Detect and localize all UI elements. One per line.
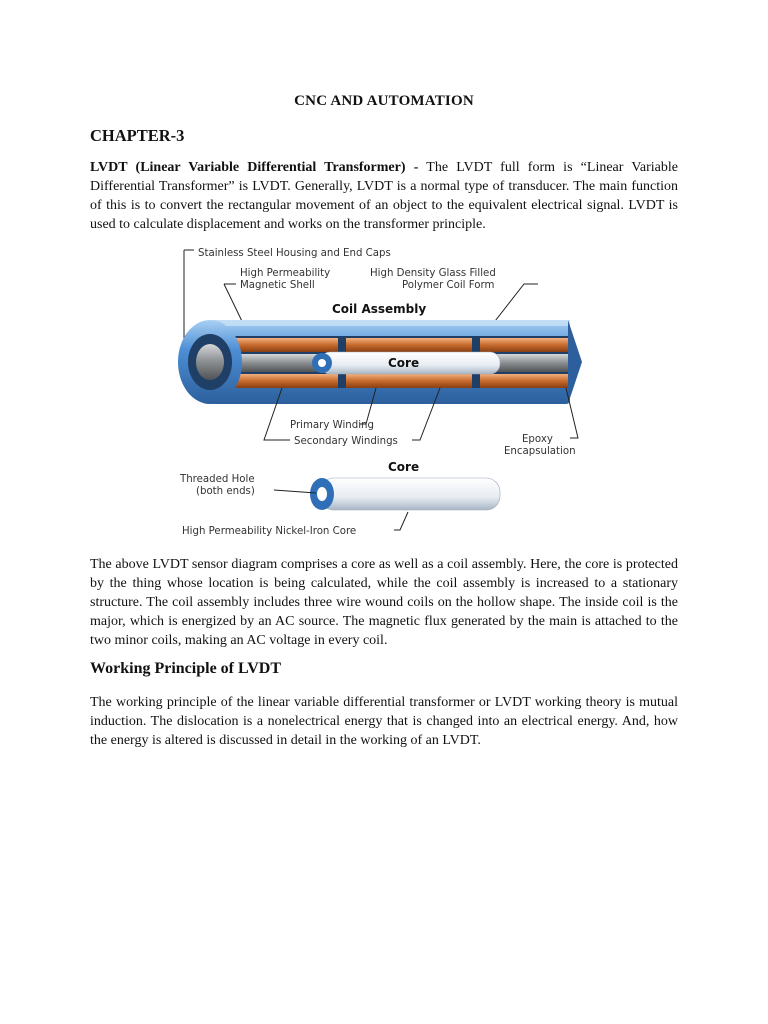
intro-text: The LVDT full form is “Linear Variable Differential Transformer” is LVDT. Generally, LVDT is a normal type of transducer. The main function of this is to convert the rectangular movement of an object to the equivalent electrical signal. LVDT is used to calculate displacement and works on the transformer principle. <box>90 160 678 232</box>
end-cap-bore <box>196 344 224 380</box>
inner-core-hole <box>318 359 326 367</box>
core-detail-hole <box>317 487 327 501</box>
epoxy-leader <box>566 388 578 438</box>
epoxy-label-2: Encapsulation <box>504 446 576 457</box>
lvdt-diagram <box>170 236 590 536</box>
document-title: CNC AND AUTOMATION <box>294 93 474 109</box>
housing-label: Stainless Steel Housing and End Caps <box>198 248 391 259</box>
epoxy-label-1: Epoxy <box>522 434 553 445</box>
secondary-label: Secondary Windings <box>294 436 398 447</box>
core-detail-title: Core <box>388 460 420 474</box>
threaded-leader <box>274 490 316 493</box>
primary-label: Primary Winding <box>290 420 374 431</box>
section-heading: Working Principle of LVDT <box>90 660 281 677</box>
working-principle-paragraph: The working principle of the linear variable differential transformer or LVDT working theory is mutual induction. The dislocation is a nonelectrical energy that is changed into an electrical energy. And, how the energy is altered is discussed in detail in the working of an LVDT. <box>90 695 678 748</box>
housing-highlight <box>210 320 570 326</box>
winding-bottom-left <box>234 374 338 388</box>
inner-core-label: Core <box>388 356 420 370</box>
threaded-label-2: (both ends) <box>196 486 255 497</box>
nickel-core-leader <box>394 512 408 530</box>
intro-paragraph <box>90 158 678 234</box>
winding-bottom-middle <box>346 374 472 388</box>
winding-top-right <box>480 338 568 352</box>
right-end-bevel <box>568 320 582 404</box>
threaded-label-1: Threaded Hole <box>180 474 255 485</box>
glass-label-2: Polymer Coil Form <box>402 280 495 291</box>
perm-shell-label-1: High Permeability <box>240 268 331 279</box>
coil-assembly-label: Coil Assembly <box>332 302 427 316</box>
perm-shell-label-2: Magnetic Shell <box>240 280 315 291</box>
winding-top-middle <box>346 338 472 352</box>
intro-term: LVDT (Linear Variable Differential Transformer) - <box>90 160 419 175</box>
core-detail-rod <box>320 478 500 510</box>
glass-label-1: High Density Glass Filled <box>370 268 496 279</box>
winding-top-left <box>234 338 338 352</box>
nickel-core-label: High Permeability Nickel-Iron Core <box>182 526 357 536</box>
winding-bottom-right <box>480 374 568 388</box>
diagram-description-paragraph: The above LVDT sensor diagram comprises a core as well as a coil assembly. Here, the core is protected by the thing whose location is being calculated, while the coil assembly is increased to a stationary structure. The coil assembly includes three wire wound coils on the hollow shape. The inside coil is the major, which is energized by an AC source. The magnetic flux generated by the main is attached to the two minor coils, making an AC voltage in every coil. <box>90 557 678 648</box>
chapter-heading: CHAPTER-3 <box>90 126 185 145</box>
